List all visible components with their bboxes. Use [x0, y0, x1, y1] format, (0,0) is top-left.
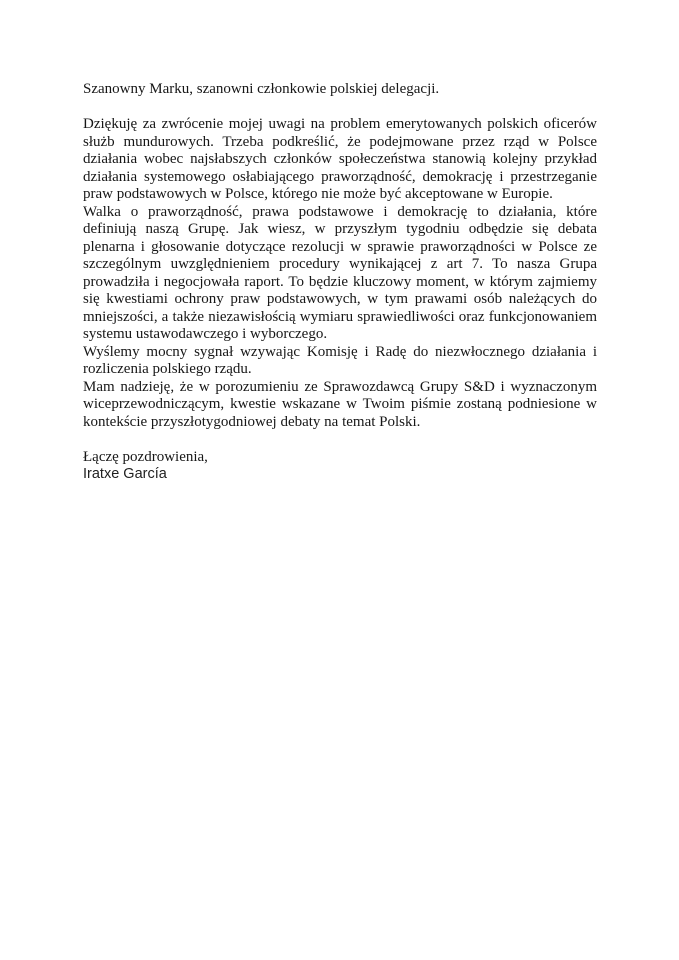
letter-paragraph: Dziękuję za zwrócenie mojej uwagi na problem emerytowanych polskich oficerów służb mundurowych. Trzeba podkreślić, że podejmowane przez rząd w Polsce działania wobec najsłabszych członków społeczeństwa stanowią kolejny przykład działania systemowego osłabiającego praworządność, demokrację i przestrzeganie praw podstawowych w Polsce, którego nie może być akceptowane w Europie. — [83, 116, 597, 202]
letter-closing: Łączę pozdrowienia, — [83, 448, 208, 465]
letter-body — [83, 116, 597, 431]
letter-paragraph: Mam nadzieję, że w porozumieniu ze Sprawozdawcą Grupy S&D i wyznaczonym wiceprzewodniczącym, kwestie wskazane w Twoim piśmie zostaną podniesione w kontekście przyszłotygodniowej debaty na temat Polski. — [83, 378, 597, 430]
letter-paragraph: Wyślemy mocny sygnał wzywając Komisję i Radę do niezwłocznego działania i rozliczenia polskiego rządu. — [83, 343, 597, 377]
signature-name: Iratxe García — [83, 466, 167, 482]
letter-paragraph: Walka o praworządność, prawa podstawowe i demokrację to działania, które definiują naszą Grupę. Jak wiesz, w przyszłym tygodniu odbędzie się debata plenarna i głosowanie dotyczące rezolucji w sprawie praworządności w Polsce ze szczególnym uwzględnieniem procedury wynikającej z art 7. To nasza Grupa prowadziła i negocjowała raport. To będzie kluczowy moment, w którym zajmiemy się kwestiami ochrony praw podstawowych, w tym prawami osób należących do mniejszości, a także niezawisłością wymiaru sprawiedliwości oraz funkcjonowaniem systemu ustawodawczego i wyborczego. — [83, 203, 597, 342]
letter-greeting: Szanowny Marku, szanowni członkowie polskiej delegacji. — [83, 81, 440, 97]
